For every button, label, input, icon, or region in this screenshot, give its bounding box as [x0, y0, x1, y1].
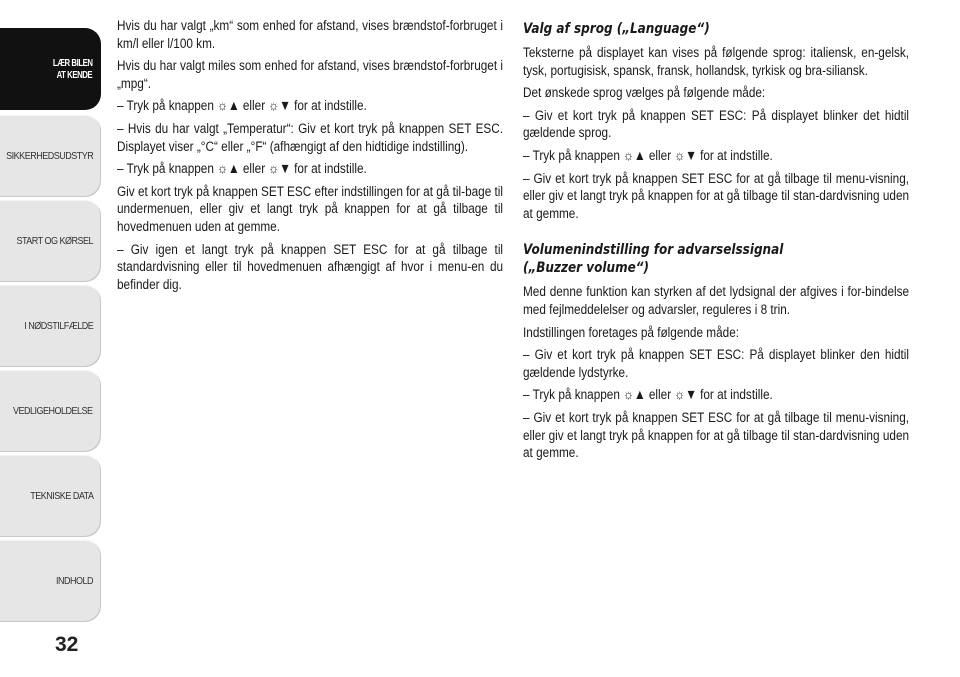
paragraph: – Hvis du har valgt „Temperatur“: Giv et kort tryk på knappen SET ESC. Displayet viser „°C“ eller „°F“ (afhængigt af den hidtidige indstilling). — [117, 120, 504, 155]
section-heading-language: Valg af sprog („Language“) — [523, 21, 710, 37]
tab-laer-bilen-at-kende[interactable] — [0, 28, 101, 110]
tab-tekniske-data[interactable] — [0, 455, 101, 537]
tab-label-line2: AT KENDE — [57, 69, 93, 81]
paragraph: Hvis du har valgt „km“ som enhed for afstand, vises brændstof-forbruget i km/l eller l/100 km. — [117, 18, 504, 52]
tab-label-line1: LÆR BILEN — [53, 57, 93, 69]
tab-indhold[interactable] — [0, 540, 101, 622]
paragraph: Teksterne på displayet kan vises på følgende sprog: italiensk, en-gelsk, tysk, portugisisk, spansk, fransk, hollandsk, tyrkisk og bra-siliansk. — [523, 45, 910, 79]
paragraph: – Tryk på knappen ☼▲ eller ☼▼ for at indstille. — [523, 387, 773, 404]
heading-line1: Volumenindstilling for advarselssignal — [523, 242, 784, 259]
paragraph: Indstillingen foretages på følgende måde: — [523, 324, 740, 341]
section-heading-buzzer-volume — [523, 241, 909, 277]
paragraph: Giv et kort tryk på knappen SET ESC efter indstillingen for at gå til-bage til undermenuen, eller giv et langt tryk på knappen for at gå tilbage til hovedmenuen uden at gemme. — [117, 183, 504, 235]
right-column — [523, 18, 909, 468]
page-number: 32 — [55, 633, 79, 656]
paragraph: – Giv et kort tryk på knappen SET ESC: På displayet blinker den hidtil gældende lydstyrke. — [523, 347, 910, 381]
left-column — [117, 18, 503, 299]
tab-label: TEKNISKE DATA — [29, 490, 93, 502]
paragraph: – Giv igen et langt tryk på knappen SET ESC for at gå tilbage til standardvisning eller til hovedmenuen afhængigt af hvor i menu-en du befinder dig. — [117, 241, 504, 293]
paragraph: – Tryk på knappen ☼▲ eller ☼▼ for at indstille. — [523, 147, 773, 164]
tab-label: INDHOLD — [55, 575, 93, 587]
paragraph: – Tryk på knappen ☼▲ eller ☼▼ for at indstille. — [117, 161, 367, 178]
tab-label: SIKKERHEDSUDSTYR — [5, 150, 93, 162]
paragraph: – Tryk på knappen ☼▲ eller ☼▼ for at indstille. — [117, 98, 367, 115]
paragraph: – Giv et kort tryk på knappen SET ESC for at gå tilbage til menu-visning, eller giv et langt tryk på knappen for at gå tilbage til stan-dardvisning uden at gemme. — [523, 409, 910, 462]
tab-sikkerhedsudstyr[interactable] — [0, 115, 101, 197]
paragraph: – Giv et kort tryk på knappen SET ESC: På displayet blinker det hidtil gældende sprog. — [523, 107, 910, 142]
paragraph: Hvis du har valgt miles som enhed for afstand, vises brændstof-forbruget i „mpg“. — [117, 58, 504, 92]
tab-vedligeholdelse[interactable] — [0, 370, 101, 452]
paragraph: Det ønskede sprog vælges på følgende måde: — [523, 85, 766, 102]
heading-line2: („Buzzer volume“) — [523, 260, 650, 277]
paragraph: – Giv et kort tryk på knappen SET ESC for at gå tilbage til menu-visning, eller giv et langt tryk på knappen for at gå tilbage til stan-dardvisning uden at gemme. — [523, 170, 910, 222]
paragraph: Med denne funktion kan styrken af det lydsignal der afgives i for-bindelse med fejlmeddelelser og advarsler, reguleres i 8 trin. — [523, 284, 910, 318]
tab-i-nodstilfaelde[interactable] — [0, 285, 101, 367]
tab-label: VEDLIGEHOLDELSE — [13, 405, 93, 417]
tab-label: START OG KØRSEL — [16, 235, 93, 247]
tab-start-og-korsel[interactable] — [0, 200, 101, 282]
tab-label: I NØDSTILFÆLDE — [23, 320, 93, 332]
